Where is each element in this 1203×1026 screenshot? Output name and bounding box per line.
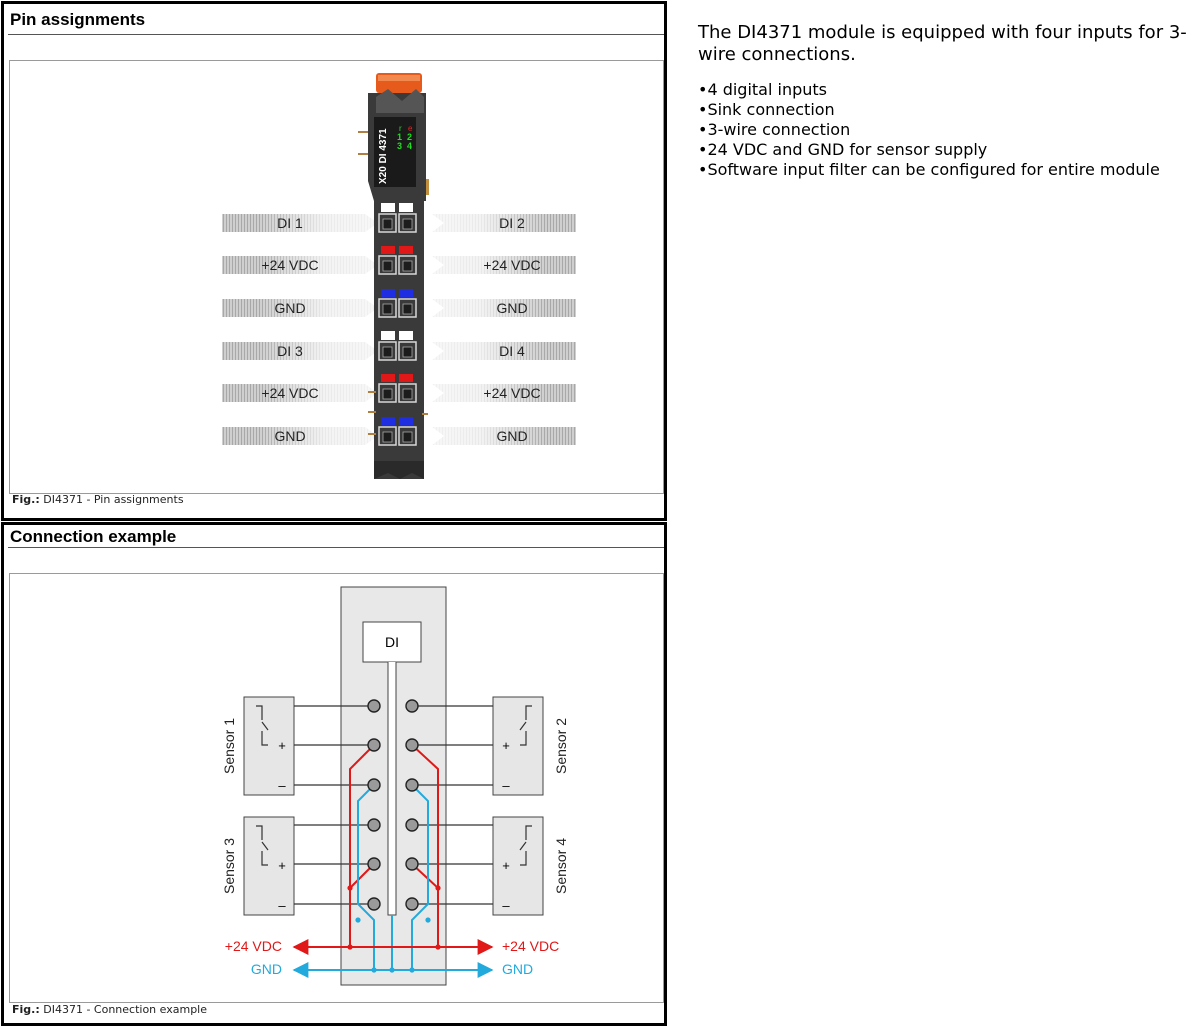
junction-dot xyxy=(409,967,414,972)
terminal-point xyxy=(368,898,380,910)
sensor-box xyxy=(493,817,543,915)
pin-label-right xyxy=(426,342,576,360)
pin-label-right xyxy=(426,384,576,402)
terminal-point xyxy=(368,700,380,712)
led-2: 2 xyxy=(407,132,413,142)
terminal-point xyxy=(406,779,418,791)
sensor-box xyxy=(244,697,294,795)
pin-label-right xyxy=(426,214,576,232)
sensor-minus: – xyxy=(278,898,286,913)
pin-label-text: GND xyxy=(496,428,528,444)
pin-assignments-figure xyxy=(9,60,664,494)
pin-assignments-svg xyxy=(10,61,664,493)
sensor-label: Sensor 1 xyxy=(221,717,237,775)
feature-item: •Software input filter can be configured for entire module xyxy=(698,160,1160,179)
led-r: r xyxy=(399,124,402,133)
sensor-minus: – xyxy=(502,778,510,793)
pin-label-right xyxy=(426,256,576,274)
sensor-label: Sensor 2 xyxy=(553,717,569,775)
terminal-point xyxy=(368,739,380,751)
terminal-point xyxy=(406,739,418,751)
feature-item: •4 digital inputs xyxy=(698,80,828,99)
connection-example-panel xyxy=(1,522,667,1026)
feature-item: •24 VDC and GND for sensor supply xyxy=(698,140,988,159)
sensor-minus: – xyxy=(502,898,510,913)
terminal-point xyxy=(406,858,418,870)
pin-label-left xyxy=(222,256,378,274)
left-pin-labels xyxy=(222,214,378,445)
junction-dot xyxy=(347,885,352,890)
pin-label-text: GND xyxy=(274,428,306,444)
sensor-label: Sensor 4 xyxy=(553,837,569,895)
pin-label-text: +24 VDC xyxy=(483,257,541,273)
sensor-label: Sensor 3 xyxy=(221,837,237,895)
pin-assignments-panel xyxy=(1,1,667,521)
pin-label-text: GND xyxy=(496,300,528,316)
gnd-label-left: GND xyxy=(250,961,282,977)
led-1: 1 xyxy=(397,132,403,142)
sensor-plus: + xyxy=(502,858,510,873)
feature-list xyxy=(698,80,1198,180)
junction-dot xyxy=(347,944,352,949)
terminal-point xyxy=(368,779,380,791)
pin-label-left xyxy=(222,384,378,402)
junction-dot xyxy=(371,967,376,972)
junction-dot xyxy=(435,885,440,890)
sensor-plus: + xyxy=(278,858,286,873)
right-pin-labels xyxy=(426,214,576,445)
connection-example-figure xyxy=(9,573,664,1003)
supply-label-right: +24 VDC xyxy=(502,938,560,954)
title-divider xyxy=(8,547,664,548)
gnd-label-right: GND xyxy=(502,961,534,977)
connection-diagram-svg xyxy=(10,574,664,1002)
led-4: 4 xyxy=(407,141,413,151)
red-marker xyxy=(381,246,395,254)
pin-label-text: +24 VDC xyxy=(483,385,541,401)
terminal-point xyxy=(406,898,418,910)
title-divider xyxy=(8,34,664,35)
pin-label-left xyxy=(222,342,378,360)
led-3: 3 xyxy=(397,141,403,151)
white-marker xyxy=(381,203,395,212)
junction-dot xyxy=(355,917,360,922)
pin-assignments-caption: Fig.: DI4371 - Pin assignments xyxy=(12,493,184,506)
pin-label-right xyxy=(426,427,576,445)
terminal-point xyxy=(406,819,418,831)
pin-label-left xyxy=(222,299,378,317)
feature-item: •3-wire connection xyxy=(698,120,851,139)
pin-label-left xyxy=(222,214,378,232)
pin-label-text: DI 1 xyxy=(277,215,303,231)
blue-marker xyxy=(381,289,395,297)
sensor-plus: + xyxy=(502,738,510,753)
x20-module xyxy=(358,73,429,479)
pin-label-text: +24 VDC xyxy=(261,257,319,273)
led-e: e xyxy=(408,124,413,133)
sensor-minus: – xyxy=(278,778,286,793)
di-block-label: DI xyxy=(385,634,399,650)
description-intro: The DI4371 module is equipped with four inputs for 3-wire connections. xyxy=(698,22,1187,65)
module-description xyxy=(698,22,1198,180)
pin-label-text: DI 2 xyxy=(499,215,525,231)
junction-dot xyxy=(425,917,430,922)
terminal-point xyxy=(406,700,418,712)
connection-example-title: Connection example xyxy=(10,527,177,546)
terminal-point xyxy=(368,858,380,870)
pin-label-text: DI 4 xyxy=(499,343,525,359)
sensor-box xyxy=(493,697,543,795)
module-type-label: X20 DI 4371 xyxy=(378,128,389,184)
connection-example-caption: Fig.: DI4371 - Connection example xyxy=(12,1003,208,1016)
terminal-point xyxy=(368,819,380,831)
pin-label-left xyxy=(222,427,378,445)
junction-dot xyxy=(389,967,394,972)
pin-label-text: GND xyxy=(274,300,306,316)
sensor-box xyxy=(244,817,294,915)
pin-label-text: +24 VDC xyxy=(261,385,319,401)
pin-assignments-title: Pin assignments xyxy=(10,10,146,29)
sensor-plus: + xyxy=(278,738,286,753)
junction-dot xyxy=(435,944,440,949)
feature-item: •Sink connection xyxy=(698,100,835,119)
pin-label-text: DI 3 xyxy=(277,343,303,359)
pin-label-right xyxy=(426,299,576,317)
supply-label-left: +24 VDC xyxy=(224,938,282,954)
